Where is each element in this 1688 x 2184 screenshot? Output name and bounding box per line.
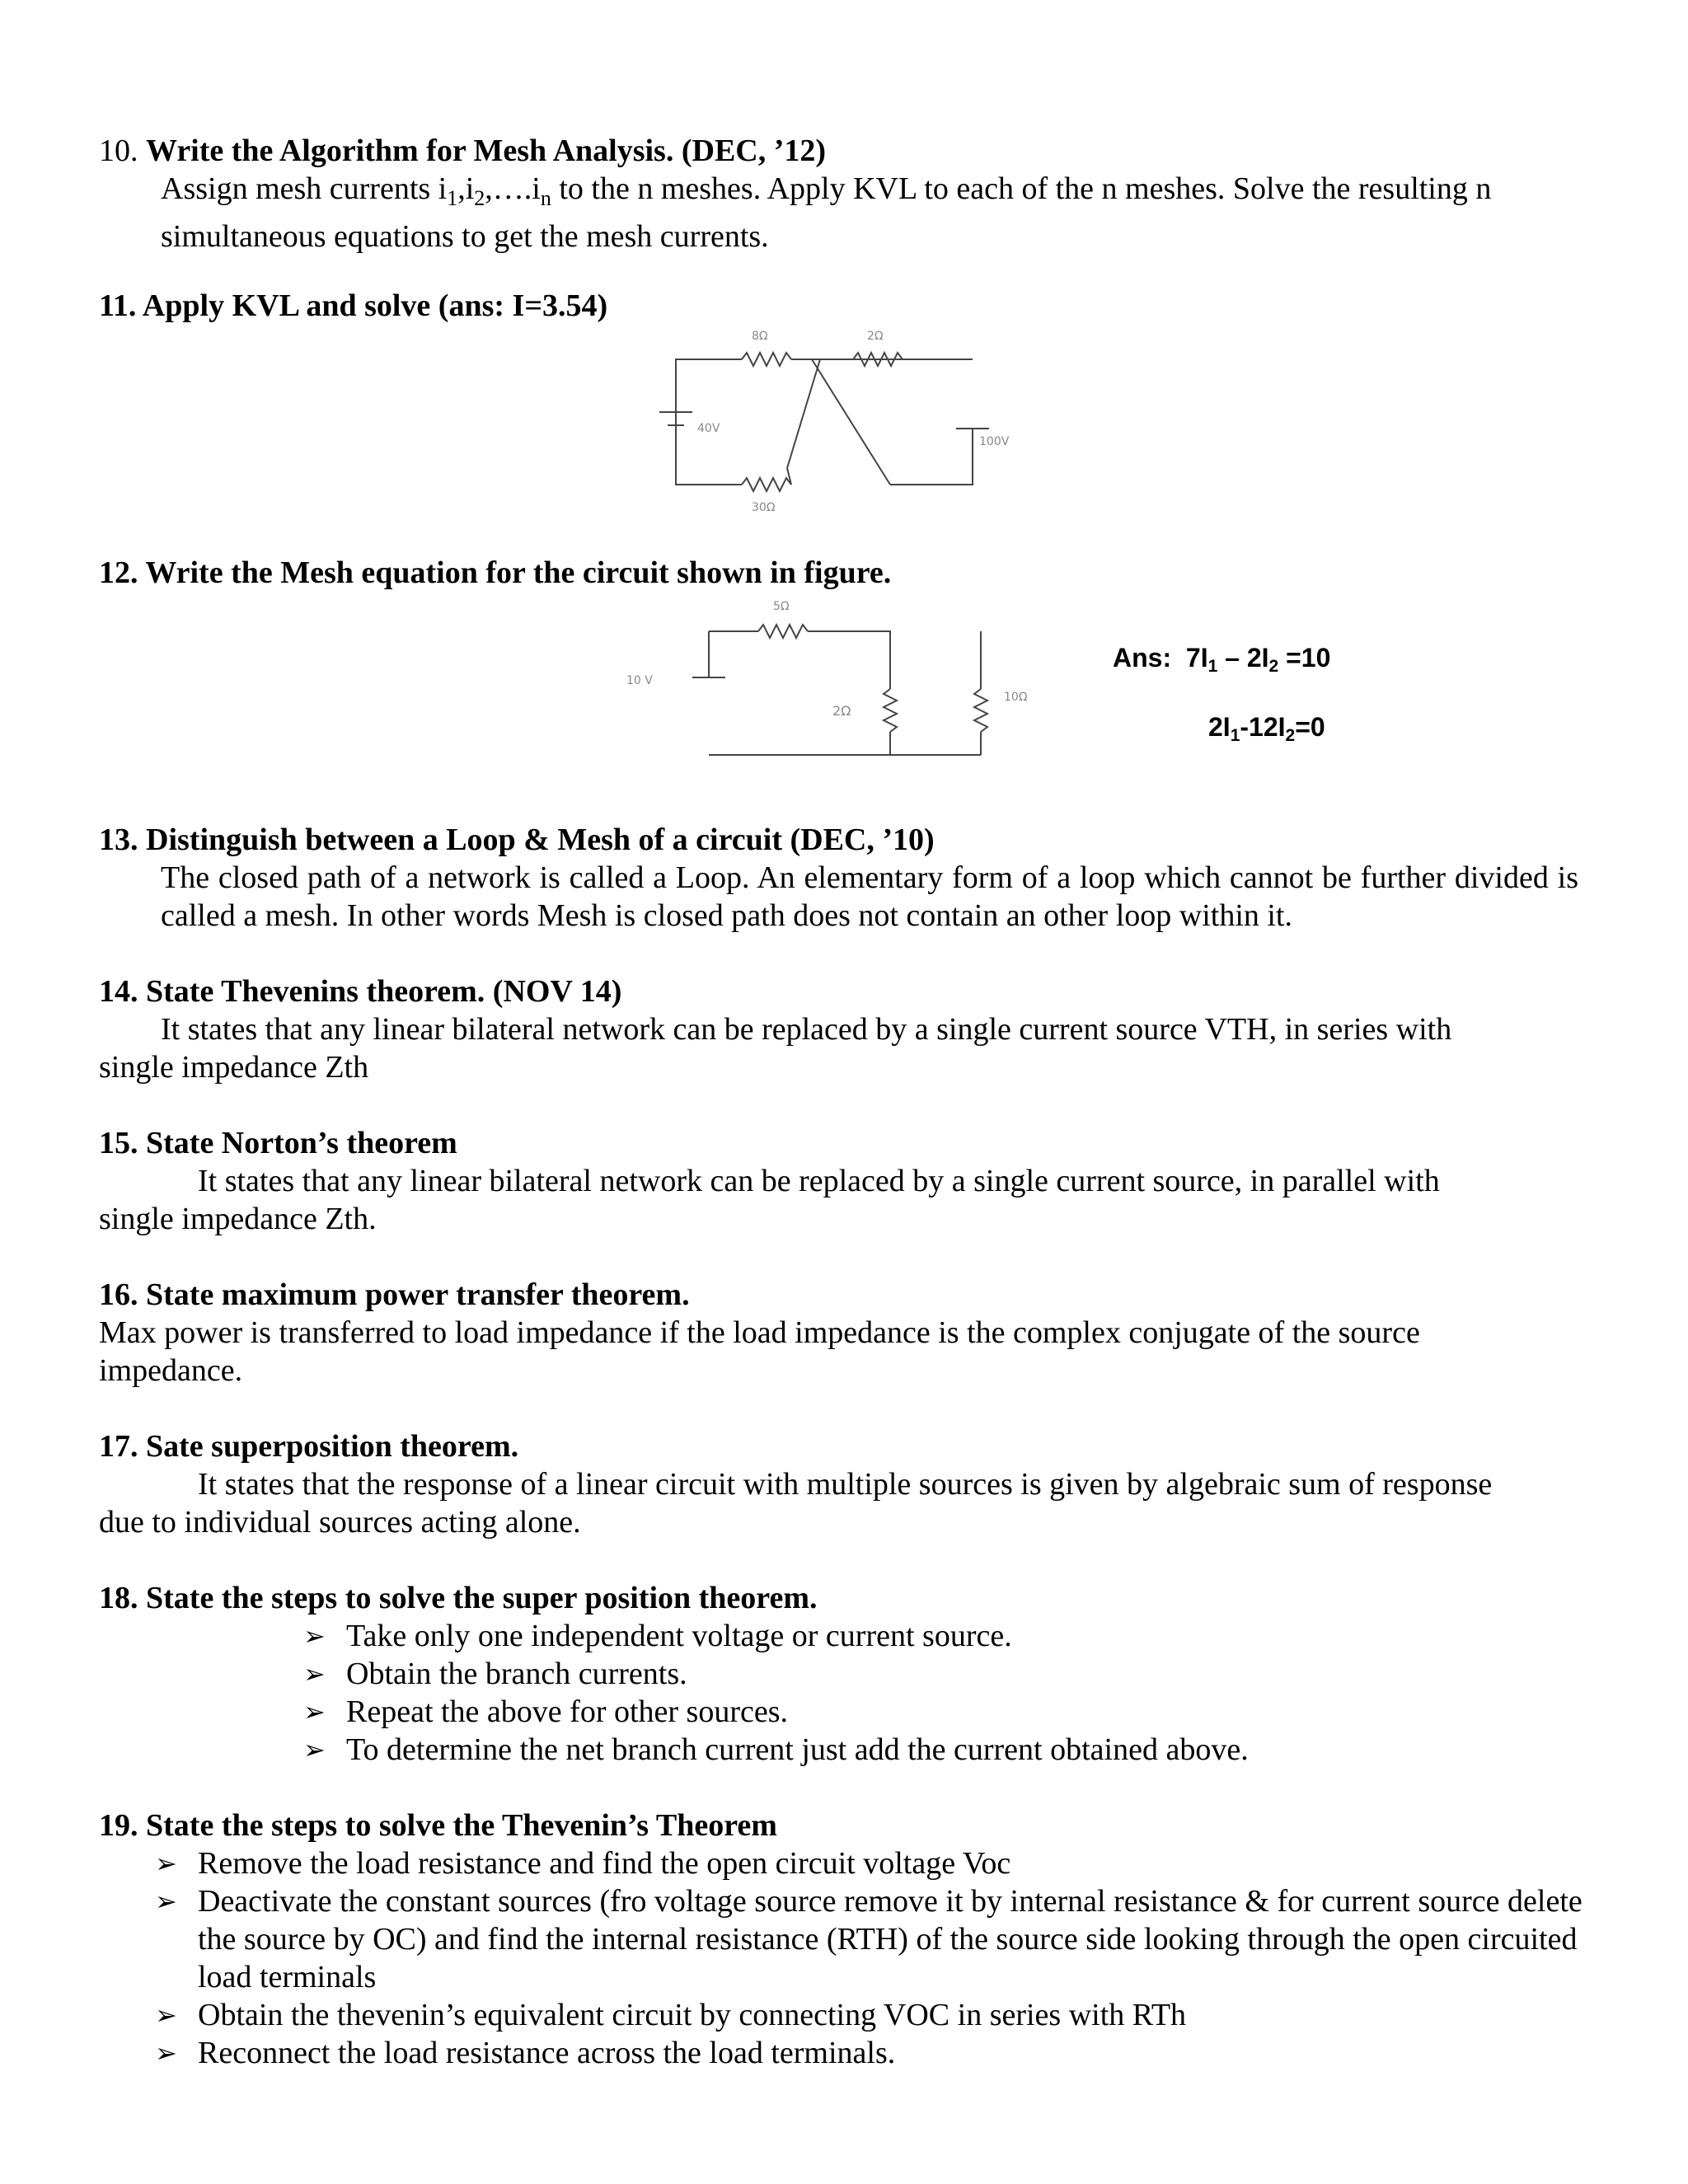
- q18-step-2: Obtain the branch currents.: [346, 1657, 687, 1691]
- list-item: [303, 1693, 1589, 1731]
- q11-circuit-figure: [643, 320, 1010, 518]
- q12-r-top-label: 5Ω: [773, 600, 790, 613]
- arrow-bullet-icon: ➢: [303, 1696, 326, 1727]
- q10-sub-2: 2: [474, 186, 485, 210]
- q13-body: The closed path of a network is called a Loop. An elementary form of a loop which cannot be further divided is called a mesh. In other words Mesh is closed path does not contain an other loop within it.: [161, 860, 1578, 933]
- q10-sub-1: 1: [447, 186, 458, 210]
- q11-r-bottom-label: 30Ω: [752, 501, 776, 514]
- q10-text-4: to the n meshes. Apply KVL to each of the n meshes. Solve the resulting n simultaneous equations to get the mesh currents.: [161, 171, 1492, 254]
- q14-heading: [99, 972, 621, 1010]
- q16-title: 16. State maximum power transfer theorem.: [99, 1277, 690, 1312]
- q17-title: 17. Sate superposition theorem.: [99, 1429, 519, 1464]
- q10-text-1: Assign mesh currents i: [161, 171, 448, 206]
- arrow-bullet-icon: ➢: [303, 1734, 326, 1765]
- q12-eq2-c: =0: [1295, 712, 1325, 742]
- q11-heading: [99, 287, 607, 325]
- q19-step-1: Remove the load resistance and find the open circuit voltage Voc: [198, 1846, 1011, 1881]
- arrow-bullet-icon: ➢: [303, 1620, 326, 1652]
- list-item: [155, 1844, 1589, 1882]
- q15-line1: It states that any linear bilateral network can be replaced by a single current source, in parallel with: [198, 1164, 1440, 1198]
- q12-eq2-b: -12I: [1240, 712, 1286, 742]
- q19-step-2: Deactivate the constant sources (fro voltage source remove it by internal resistance & for current source delete the source by OC) and find the internal resistance (RTH) of the source side looking through the open circuited load terminals: [198, 1884, 1582, 1994]
- q15-title: 15. State Norton’s theorem: [99, 1126, 457, 1160]
- q12-title: 12. Write the Mesh equation for the circuit shown in figure.: [99, 555, 892, 590]
- arrow-bullet-icon: ➢: [155, 2037, 177, 2069]
- list-item: [303, 1617, 1589, 1655]
- q12-heading: [99, 554, 891, 592]
- arrow-bullet-icon: ➢: [155, 1848, 177, 1879]
- list-item: [303, 1731, 1589, 1769]
- q16-line1: Max power is transferred to load impedance if the load impedance is the complex conjugate of the source: [99, 1315, 1420, 1350]
- q19-steps-list: [155, 1844, 1589, 2072]
- q10-number: 10.: [99, 134, 138, 168]
- q15-line2: single impedance Zth.: [99, 1202, 377, 1236]
- arrow-bullet-icon: ➢: [155, 1886, 177, 1917]
- q11-r-top-left-label: 8Ω: [752, 330, 768, 343]
- q17-heading: [99, 1427, 518, 1465]
- q18-steps-list: [303, 1617, 1589, 1769]
- q12-r-right-label: 10Ω: [1004, 691, 1028, 704]
- q10-sub-3: n: [540, 186, 551, 210]
- q18-title: 18. State the steps to solve the super position theorem.: [99, 1581, 818, 1615]
- q14-title: 14. State Thevenins theorem. (NOV 14): [99, 974, 622, 1009]
- list-item: [155, 1882, 1589, 1996]
- q18-step-3: Repeat the above for other sources.: [346, 1694, 789, 1729]
- list-item: [155, 1996, 1589, 2034]
- q12-circuit-figure: [610, 592, 1071, 773]
- q10-text-2: ,i: [457, 171, 475, 206]
- q18-heading: [99, 1579, 818, 1617]
- q10-body: [161, 170, 1578, 255]
- arrow-bullet-icon: ➢: [155, 1999, 177, 2031]
- q19-step-4: Reconnect the load resistance across the load terminals.: [198, 2036, 896, 2070]
- q12-src-label: 10 V: [626, 674, 653, 687]
- q14-line1: It states that any linear bilateral network can be replaced by a single current source VTH, in series with: [161, 1012, 1452, 1047]
- q12-r-mid-label: 2Ω: [832, 703, 851, 719]
- q18-step-1: Take only one independent voltage or current source.: [346, 1619, 1012, 1653]
- q16-line2: impedance.: [99, 1353, 243, 1388]
- q13-heading: [99, 821, 935, 859]
- q18-step-4: To determine the net branch current just add the current obtained above.: [346, 1732, 1249, 1767]
- arrow-bullet-icon: ➢: [303, 1658, 326, 1690]
- q12-eq1-a: 7I: [1185, 643, 1208, 673]
- q12-answer-eq2: [1208, 710, 1325, 752]
- q10-title: Write the Algorithm for Mesh Analysis. (DEC, ’12): [146, 134, 827, 168]
- q12-eq2-a: 2I: [1208, 712, 1231, 742]
- q19-step-3: Obtain the thevenin’s equivalent circuit by connecting VOC in series with RTh: [198, 1998, 1187, 2032]
- q11-r-top-right-label: 2Ω: [867, 330, 884, 343]
- q10-heading: [99, 132, 826, 170]
- q11-src-left-label: 40V: [697, 422, 720, 435]
- q12-eq1-b-sub: 2: [1268, 657, 1279, 676]
- q12-answer-eq1: [1113, 641, 1330, 683]
- q12-answer-label: Ans:: [1113, 643, 1172, 673]
- q15-heading: [99, 1124, 457, 1162]
- q14-line2: single impedance Zth: [99, 1050, 369, 1085]
- q11-src-right-label: 100V: [979, 435, 1010, 448]
- q19-title: 19. State the steps to solve the Thevenin’s Theorem: [99, 1808, 777, 1843]
- q12-eq1-b: – 2I: [1217, 643, 1269, 673]
- q11-title: 11. Apply KVL and solve (ans: I=3.54): [99, 288, 608, 323]
- q17-line1: It states that the response of a linear circuit with multiple sources is given by algebraic sum of response: [198, 1467, 1493, 1502]
- q10-text-3: ,….i: [485, 171, 541, 206]
- q13-title: 13. Distinguish between a Loop & Mesh of a circuit (DEC, ’10): [99, 823, 935, 857]
- q12-eq1-c: =10: [1278, 643, 1331, 673]
- q12-eq1-a-sub: 1: [1207, 657, 1218, 676]
- q17-line2: due to individual sources acting alone.: [99, 1505, 581, 1540]
- q19-heading: [99, 1807, 777, 1844]
- list-item: [303, 1655, 1589, 1693]
- list-item: [155, 2034, 1589, 2072]
- q16-heading: [99, 1276, 690, 1314]
- q12-eq2-b-sub: 2: [1285, 726, 1296, 745]
- q12-eq2-a-sub: 1: [1230, 726, 1240, 745]
